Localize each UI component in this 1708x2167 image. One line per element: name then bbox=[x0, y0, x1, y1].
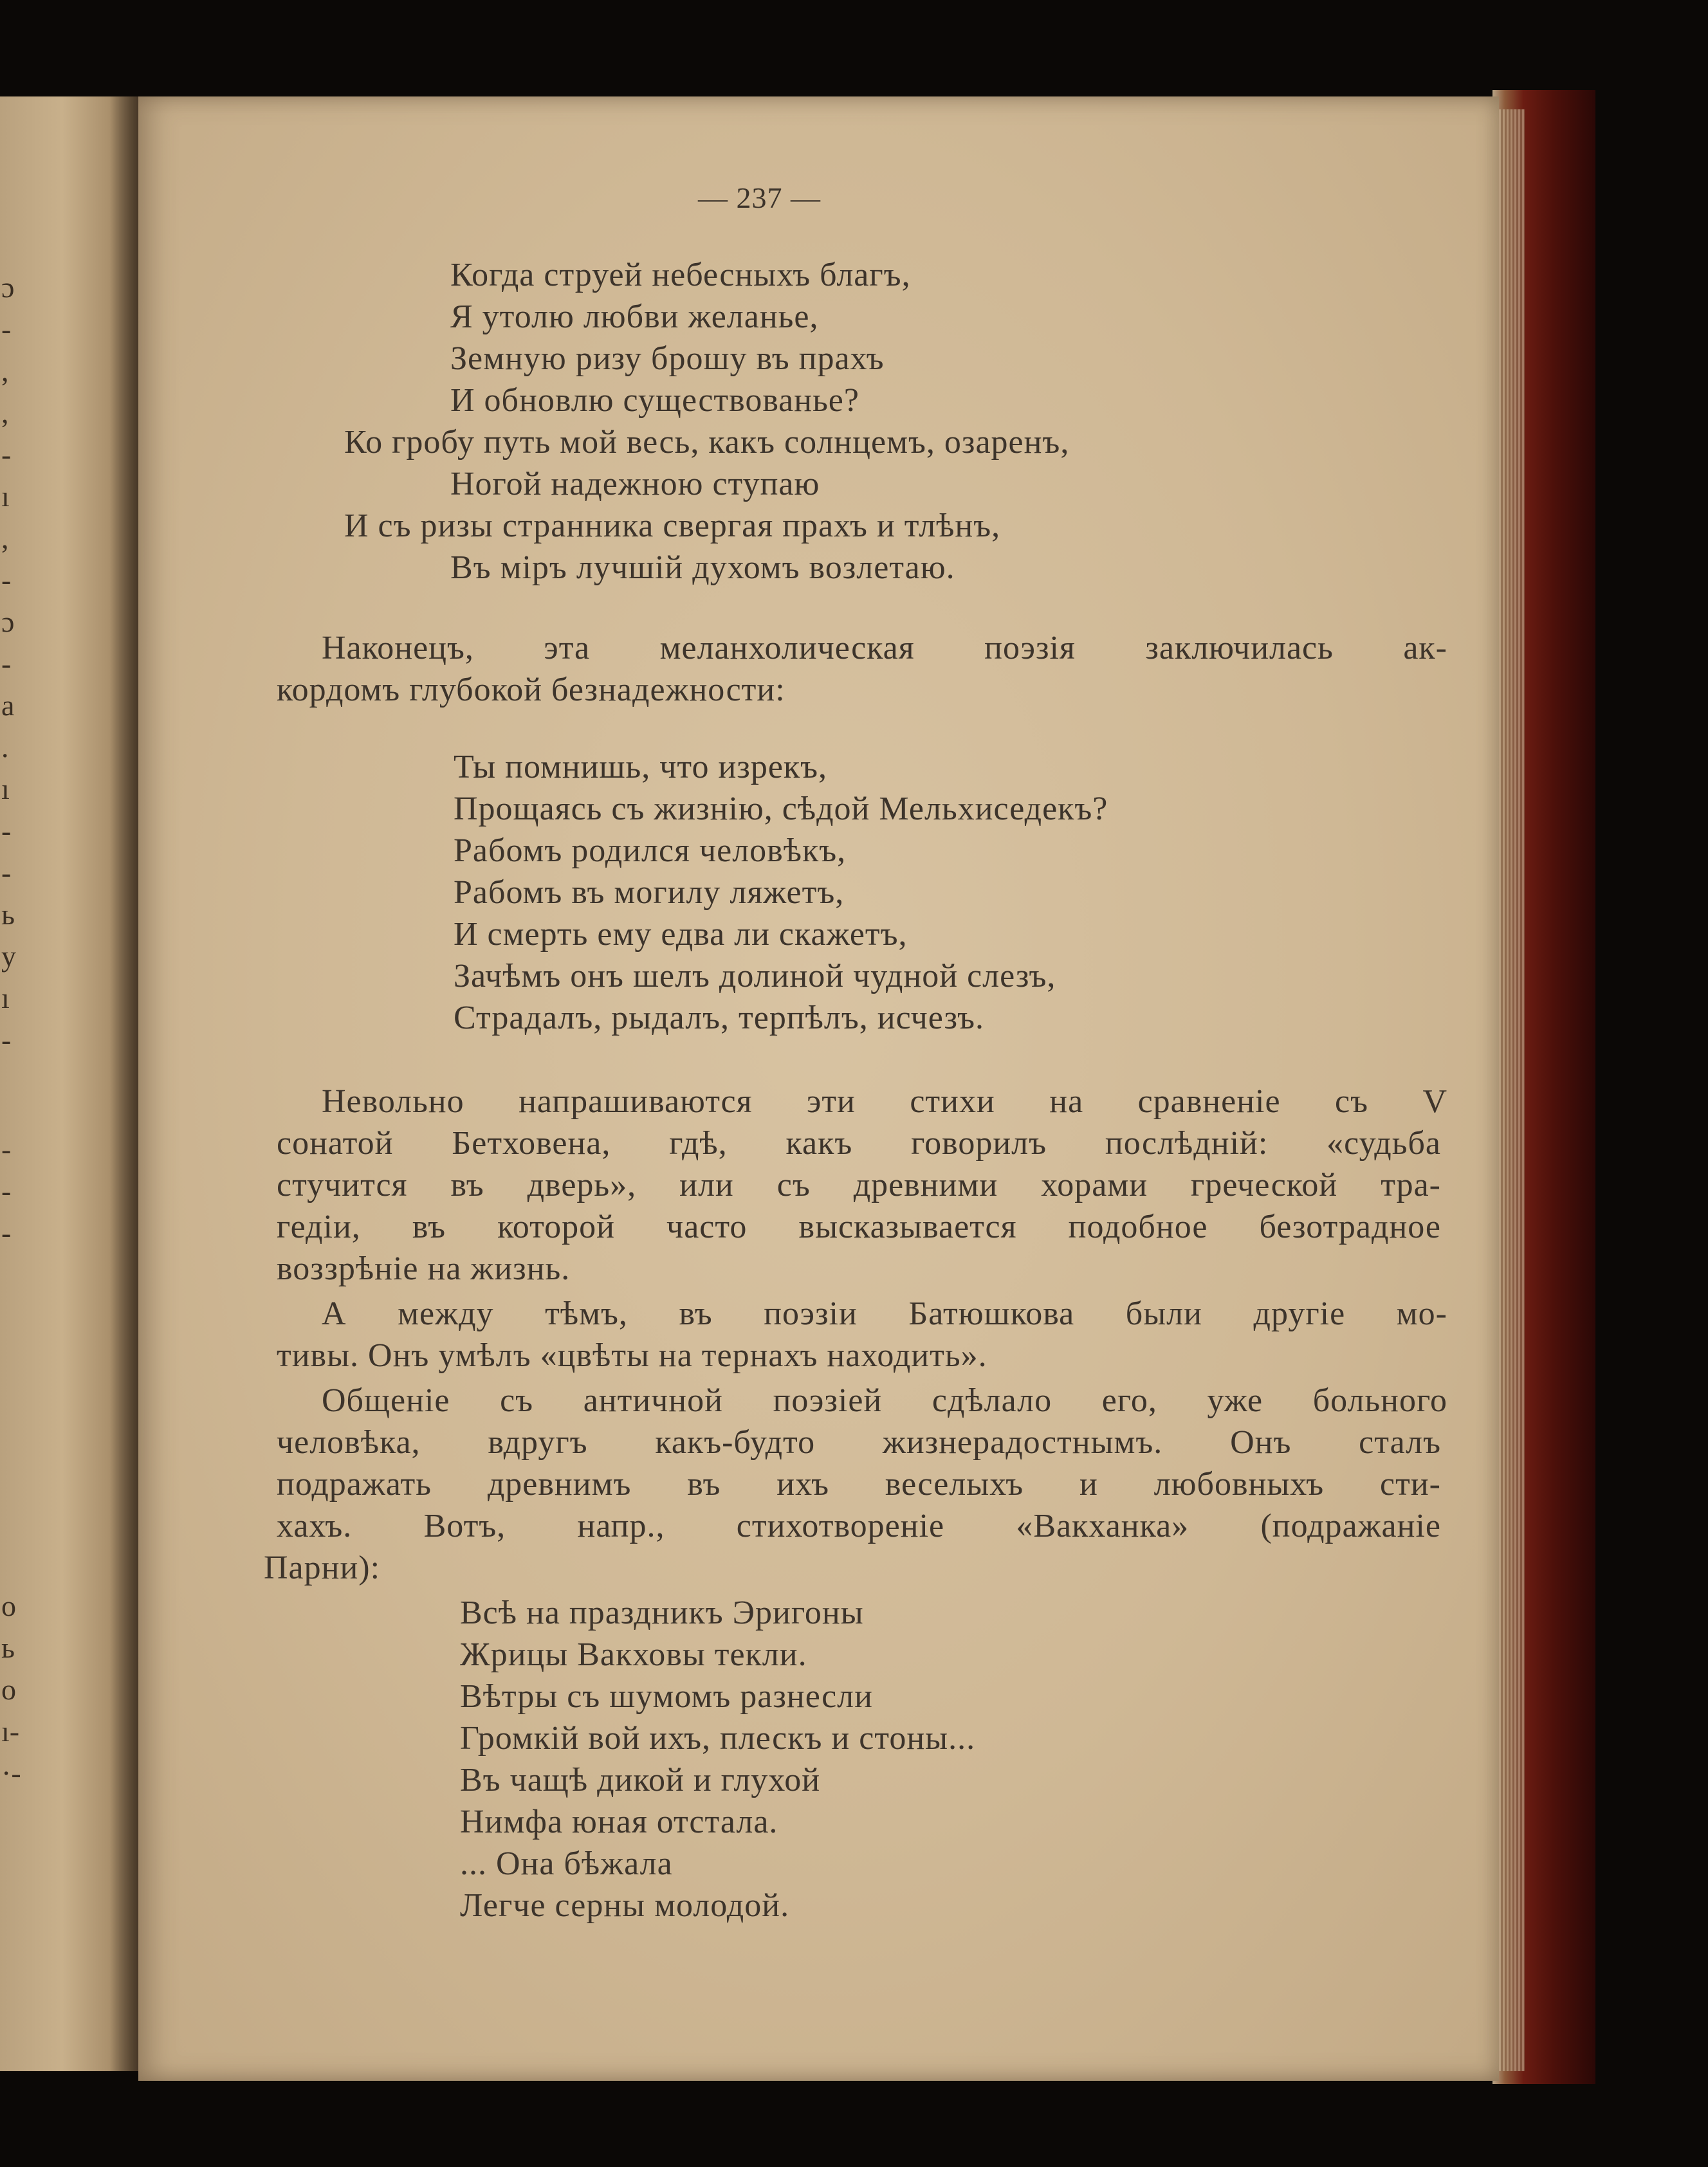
verse-line: Прощаясь съ жизнію, сѣдой Мельхиседекъ? bbox=[454, 791, 1108, 827]
verse-line: Нимфа юная отстала. bbox=[460, 1804, 778, 1840]
prose-line: гедіи, въ которой часто высказывается подобное безотрадное bbox=[277, 1209, 1441, 1245]
verse-line: Рабомъ родился человѣкъ, bbox=[454, 832, 847, 869]
page-stack-edge bbox=[1499, 109, 1525, 2071]
verse-line: И обновлю существованье? bbox=[450, 382, 859, 419]
verse-line: Ногой надежною ступаю bbox=[450, 466, 820, 502]
verse-line: Земную ризу брошу въ прахъ bbox=[450, 340, 885, 377]
prose-line: человѣка, вдругъ какъ-будто жизнерадостнымъ. Онъ сталъ bbox=[277, 1424, 1441, 1461]
prose-line: стучится въ дверь», или съ древними хорами греческой тра- bbox=[277, 1167, 1441, 1203]
margin-fragment: y bbox=[1, 940, 16, 973]
prose-line: Наконецъ, эта меланхолическая поэзія заключилась ак- bbox=[322, 630, 1447, 666]
verse-line: И съ ризы странника свергая прахъ и тлѣнъ, bbox=[344, 507, 1001, 544]
verse-line: Страдалъ, рыдалъ, терпѣлъ, исчезъ. bbox=[454, 1000, 985, 1036]
prose-line: тивы. Онъ умѣлъ «цвѣты на тернахъ находить». bbox=[277, 1337, 987, 1374]
margin-fragment: ı bbox=[1, 480, 10, 513]
verse-line: Жрицы Вакховы текли. bbox=[460, 1636, 807, 1673]
margin-fragment: - bbox=[1, 1023, 12, 1056]
margin-fragment: - bbox=[1, 438, 12, 471]
margin-fragment: ɔ bbox=[1, 605, 15, 638]
margin-fragment: ɔ bbox=[1, 271, 15, 304]
margin-fragment: - bbox=[1, 1175, 12, 1207]
previous-page-text-fragments bbox=[0, 96, 26, 2071]
verse-line: Зачѣмъ онъ шелъ долиной чудной слезъ, bbox=[454, 958, 1056, 994]
verse-line: Громкій вой ихъ, плескъ и стоны... bbox=[460, 1720, 976, 1757]
margin-fragment: , bbox=[1, 396, 9, 429]
prose-line: воззрѣніе на жизнь. bbox=[277, 1250, 571, 1287]
prose-line: кордомъ глубокой безнадежности: bbox=[277, 672, 785, 708]
verse-line: Вѣтры съ шумомъ разнесли bbox=[460, 1678, 873, 1715]
margin-fragment: ı bbox=[1, 982, 10, 1014]
verse-line: И смерть ему едва ли скажетъ, bbox=[454, 916, 908, 953]
margin-fragment: - bbox=[1, 814, 12, 847]
verse-line: Когда струей небесныхъ благъ, bbox=[450, 257, 911, 293]
verse-line: Легче серны молодой. bbox=[460, 1887, 790, 1924]
margin-fragment: - bbox=[1, 1216, 12, 1249]
margin-fragment: o bbox=[1, 1589, 16, 1622]
margin-fragment: - bbox=[1, 563, 12, 596]
verse-line: ... Она бѣжала bbox=[460, 1845, 673, 1882]
margin-fragment: ı bbox=[1, 773, 10, 805]
margin-fragment: - bbox=[1, 856, 12, 889]
margin-fragment: , bbox=[1, 354, 9, 387]
prose-line: А между тѣмъ, въ поэзіи Батюшкова были другіе мо- bbox=[322, 1295, 1447, 1332]
prose-line: Невольно напрашиваются эти стихи на сравненіе съ V bbox=[322, 1083, 1447, 1120]
verse-line: Ко гробу путь мой весь, какъ солнцемъ, озаренъ, bbox=[344, 424, 1070, 461]
prose-line: Общеніе съ античной поэзіей сдѣлало его, уже больного bbox=[322, 1382, 1447, 1419]
verse-line: Ты помнишь, что изрекъ, bbox=[454, 749, 828, 785]
margin-fragment: - bbox=[1, 647, 12, 680]
margin-fragment: - bbox=[1, 1133, 12, 1166]
margin-fragment: ь bbox=[1, 898, 15, 931]
prose-line: хахъ. Вотъ, напр., стихотвореніе «Вакханка» (подражаніе bbox=[277, 1508, 1441, 1544]
verse-line: Рабомъ въ могилу ляжетъ, bbox=[454, 874, 845, 911]
margin-fragment: ь bbox=[1, 1631, 15, 1664]
margin-fragment: ı- bbox=[1, 1715, 20, 1748]
prose-line: Парни): bbox=[264, 1550, 381, 1586]
verse-line: Всѣ на праздникъ Эригоны bbox=[460, 1595, 864, 1631]
margin-fragment: ·- bbox=[1, 1757, 21, 1789]
page-237 bbox=[138, 96, 1499, 2081]
margin-fragment: , bbox=[1, 522, 9, 554]
prose-line: сонатой Бетховена, гдѣ, какъ говорилъ послѣдній: «судьба bbox=[277, 1125, 1441, 1162]
prose-line: подражать древнимъ въ ихъ веселыхъ и любовныхъ сти- bbox=[277, 1466, 1441, 1503]
verse-line: Я утолю любви желанье, bbox=[450, 298, 819, 335]
page-number: — 237 — bbox=[698, 181, 821, 214]
margin-fragment: o bbox=[1, 1673, 16, 1706]
margin-fragment: a bbox=[1, 689, 15, 722]
verse-line: Въ міръ лучшій духомъ возлетаю. bbox=[450, 549, 955, 586]
verse-line: Въ чащѣ дикой и глухой bbox=[460, 1762, 821, 1798]
margin-fragment: - bbox=[1, 313, 12, 345]
margin-fragment: . bbox=[1, 731, 9, 763]
